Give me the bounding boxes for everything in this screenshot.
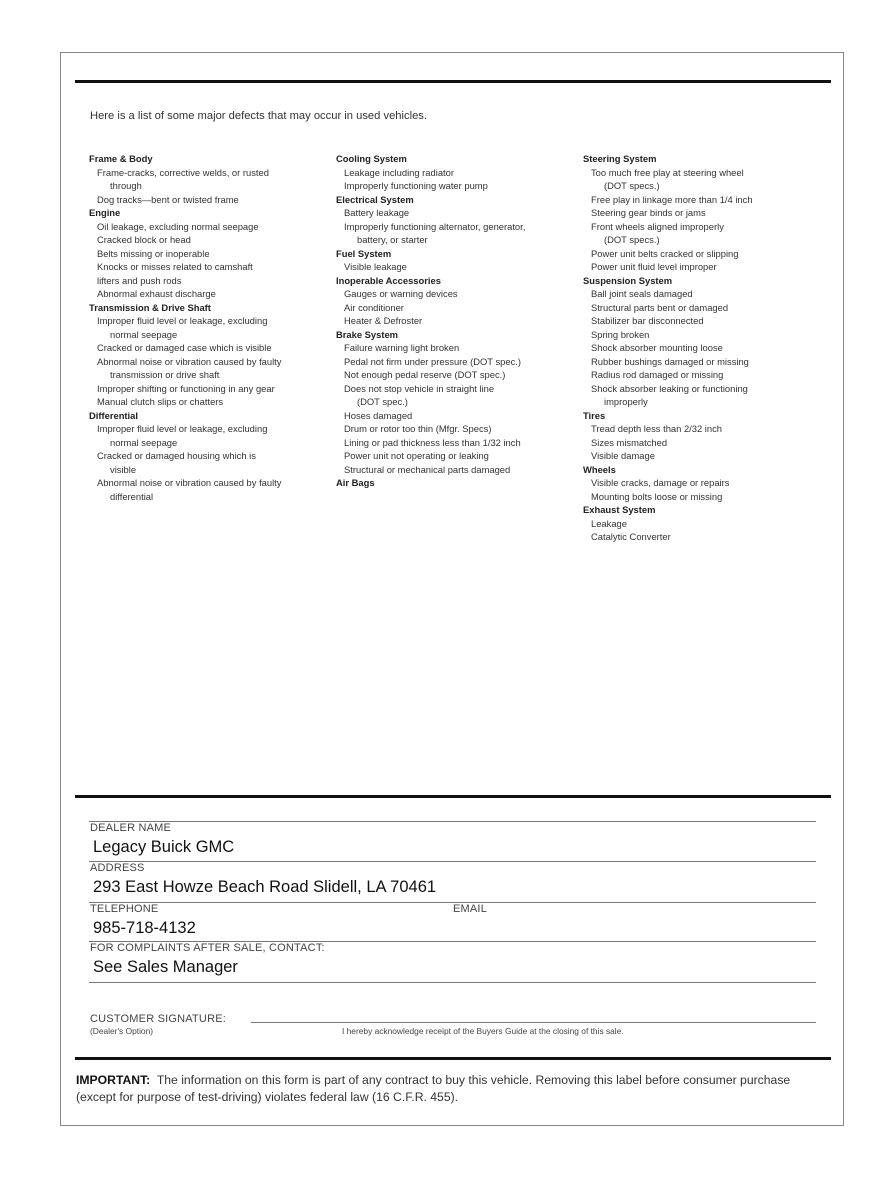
dealer-name-value: Legacy Buick GMC	[93, 838, 235, 856]
defect-item: Mounting bolts loose or missing	[591, 490, 723, 502]
defect-item: Hoses damaged	[344, 409, 413, 421]
important-label: IMPORTANT:	[76, 1073, 151, 1087]
defect-item: Power unit fluid level improper	[591, 261, 717, 272]
defect-item: Visible damage	[591, 450, 655, 461]
section-heading: Transmission & Drive Shaft	[89, 301, 211, 313]
defect-item: Leakage	[591, 517, 627, 529]
defect-item: Stabilizer bar disconnected	[591, 315, 704, 326]
section-heading: Steering System	[583, 153, 657, 164]
defect-section	[336, 274, 576, 328]
defect-item: Failure warning light broken	[344, 342, 460, 353]
section-heading: Cooling System	[336, 153, 407, 164]
defect-item: differential	[110, 490, 154, 502]
defect-section	[336, 476, 576, 490]
defect-item: visible	[110, 463, 137, 475]
defect-item: Visible leakage	[344, 261, 407, 272]
defect-item: Does not stop vehicle in straight line	[344, 382, 495, 394]
defect-section	[336, 328, 576, 477]
defect-item: Knocks or misses related to camshaft	[97, 261, 253, 272]
defect-item: Abnormal noise or vibration caused by faulty	[97, 477, 282, 488]
defects-column-2	[336, 152, 576, 490]
defect-item: Rubber bushings damaged or missing	[591, 355, 749, 367]
defect-item: Shock absorber leaking or functioning	[591, 382, 748, 394]
section-heading: Brake System	[336, 328, 399, 340]
defect-item: Not enough pedal reserve (DOT spec.)	[344, 369, 506, 380]
defect-item: Battery leakage	[344, 207, 410, 218]
defect-item: Air conditioner	[344, 301, 404, 313]
defect-item: lifters and push rods	[97, 274, 182, 286]
dealer-name-line	[89, 861, 816, 862]
signature-label: CUSTOMER SIGNATURE:	[90, 1013, 227, 1025]
section-heading: Air Bags	[336, 477, 375, 488]
defect-item: Improperly functioning water pump	[344, 180, 488, 191]
dealer-top-line	[89, 821, 816, 822]
section-heading: Frame & Body	[89, 153, 153, 164]
telephone-value: 985-718-4132	[93, 919, 196, 937]
defect-item: improperly	[604, 396, 648, 407]
defect-item: Oil leakage, excluding normal seepage	[97, 220, 259, 232]
defect-item: Cracked or damaged case which is visible	[97, 342, 272, 353]
address-label: ADDRESS	[90, 862, 145, 874]
section-heading: Engine	[89, 207, 121, 218]
defect-item: Frame-cracks, corrective welds, or rusted	[97, 166, 269, 178]
address-value: 293 East Howze Beach Road Slidell, LA 70461	[93, 878, 437, 896]
defects-column-1	[89, 152, 329, 503]
defect-item: through	[110, 180, 142, 191]
important-rule	[75, 1057, 831, 1060]
defect-item: Radius rod damaged or missing	[591, 369, 724, 380]
section-heading: Differential	[89, 409, 138, 421]
defect-item: Drum or rotor too thin (Mfgr. Specs)	[344, 423, 492, 434]
defect-item: Improper shifting or functioning in any gear	[97, 382, 275, 394]
defect-item: (DOT specs.)	[604, 234, 660, 245]
section-heading: Wheels	[583, 463, 616, 475]
defect-item: Sizes mismatched	[591, 436, 668, 448]
defect-item: Visible cracks, damage or repairs	[591, 477, 730, 488]
section-heading: Inoperable Accessories	[336, 274, 441, 286]
defect-item: Cracked block or head	[97, 234, 191, 245]
important-text: The information on this form is part of any contract to buy this vehicle. Removing this label before consumer purchase (except for purpose of test-driving) violates federal law (16 C.F.R. 455).	[76, 1073, 791, 1104]
defect-item: Belts missing or inoperable	[97, 247, 210, 259]
important-notice	[76, 1072, 816, 1106]
defect-section	[583, 152, 828, 274]
section-heading: Suspension System	[583, 274, 673, 286]
defect-section	[89, 152, 329, 206]
defect-item: Manual clutch slips or chatters	[97, 396, 224, 407]
defect-section	[89, 206, 329, 301]
defect-item: Heater & Defroster	[344, 315, 423, 326]
defect-item: Leakage including radiator	[344, 166, 454, 178]
defect-section	[336, 193, 576, 247]
section-heading: Electrical System	[336, 193, 414, 205]
defect-item: normal seepage	[110, 436, 178, 448]
defect-item: Structural or mechanical parts damaged	[344, 463, 511, 475]
defect-section	[336, 247, 576, 274]
defect-section	[583, 409, 828, 463]
dealer-option-note: (Dealer's Option)	[90, 1026, 154, 1036]
defect-item: (DOT spec.)	[357, 396, 408, 407]
defect-item: Catalytic Converter	[591, 531, 671, 542]
defect-item: Improperly functioning alternator, generator,	[344, 220, 526, 232]
defect-item: Abnormal noise or vibration caused by faulty	[97, 355, 282, 367]
section-heading: Exhaust System	[583, 504, 656, 515]
complaints-line	[89, 982, 816, 983]
defect-item: Cracked or damaged housing which is	[97, 450, 256, 461]
defect-item: Structural parts bent or damaged	[591, 301, 729, 313]
signature-line[interactable]	[251, 1022, 816, 1023]
defects-column-3	[583, 152, 828, 544]
acknowledge-text: I hereby acknowledge receipt of the Buyers Guide at the closing of this sale.	[342, 1026, 624, 1036]
defect-item: transmission or drive shaft	[110, 369, 220, 380]
defect-item: normal seepage	[110, 328, 178, 340]
defect-item: Ball joint seals damaged	[591, 288, 693, 299]
defects-intro: Here is a list of some major defects that may occur in used vehicles.	[90, 110, 428, 122]
defect-section	[89, 409, 329, 504]
defect-section	[336, 152, 576, 193]
defect-item: (DOT specs.)	[604, 180, 660, 191]
defect-item: Abnormal exhaust discharge	[97, 288, 216, 299]
defect-item: Dog tracks—bent or twisted frame	[97, 193, 239, 205]
defect-section	[583, 463, 828, 504]
defect-item: Pedal not firm under pressure (DOT spec.)	[344, 355, 521, 367]
defect-item: Lining or pad thickness less than 1/32 inch	[344, 436, 521, 448]
defect-item: Steering gear binds or jams	[591, 207, 706, 218]
dealer-name-label: DEALER NAME	[90, 822, 172, 834]
defect-section	[583, 274, 828, 409]
defect-item: Power unit not operating or leaking	[344, 450, 489, 461]
defect-item: Too much free play at steering wheel	[591, 166, 744, 178]
defect-item: Improper fluid level or leakage, excluding	[97, 315, 268, 326]
defect-section	[89, 301, 329, 409]
top-rule	[75, 80, 831, 83]
section-heading: Fuel System	[336, 247, 392, 259]
defect-section	[583, 503, 828, 544]
defect-item: Tread depth less than 2/32 inch	[591, 423, 722, 434]
telephone-label: TELEPHONE	[90, 903, 159, 915]
dealer-section-rule	[75, 795, 831, 798]
section-heading: Tires	[583, 409, 606, 421]
defect-item: Gauges or warning devices	[344, 288, 458, 299]
defect-item: Free play in linkage more than 1/4 inch	[591, 193, 753, 205]
email-label: EMAIL	[453, 903, 488, 915]
defect-item: Front wheels aligned improperly	[591, 220, 724, 232]
defect-item: Power unit belts cracked or slipping	[591, 247, 739, 259]
complaints-value: See Sales Manager	[93, 958, 238, 976]
defect-item: Shock absorber mounting loose	[591, 342, 723, 353]
defect-item: Improper fluid level or leakage, excluding	[97, 423, 268, 434]
complaints-label: FOR COMPLAINTS AFTER SALE, CONTACT:	[90, 942, 325, 954]
defect-item: battery, or starter	[357, 234, 428, 245]
defect-item: Spring broken	[591, 328, 650, 340]
